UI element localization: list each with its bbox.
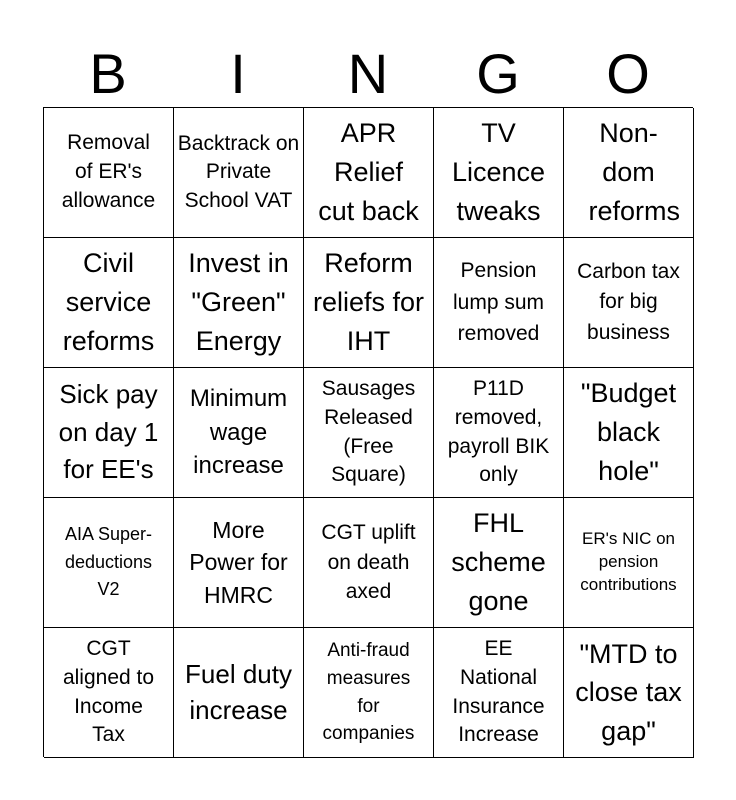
bingo-cell[interactable] bbox=[564, 628, 694, 758]
bingo-cell[interactable] bbox=[434, 238, 564, 368]
bingo-cell[interactable] bbox=[44, 628, 174, 758]
bingo-cell[interactable] bbox=[564, 238, 694, 368]
cell-text: CGT uplift on death axed bbox=[321, 520, 416, 604]
cell-text: CGT aligned to Income Tax bbox=[62, 637, 155, 747]
bingo-cell[interactable] bbox=[304, 368, 434, 498]
bingo-cell[interactable] bbox=[434, 368, 564, 498]
bingo-cell[interactable] bbox=[174, 108, 304, 238]
bingo-cell[interactable] bbox=[44, 368, 174, 498]
bingo-cell[interactable] bbox=[434, 628, 564, 758]
cell-text: Backtrack on Private School VAT bbox=[177, 131, 300, 212]
cell-text: APR Relief cut back bbox=[318, 117, 419, 227]
header-letter-i: I bbox=[230, 42, 246, 105]
bingo-cell[interactable] bbox=[174, 238, 304, 368]
cell-text: Reform reliefs for IHT bbox=[312, 247, 425, 357]
bingo-cell[interactable] bbox=[44, 498, 174, 628]
bingo-cell[interactable] bbox=[564, 368, 694, 498]
bingo-grid bbox=[43, 107, 693, 757]
bingo-cell[interactable] bbox=[174, 368, 304, 498]
bingo-cell[interactable] bbox=[304, 498, 434, 628]
cell-text: AIA Super-deductions V2 bbox=[64, 524, 153, 600]
cell-text: Sick pay on day 1 for EE's bbox=[58, 378, 159, 485]
cell-text: "Budget black hole" bbox=[580, 377, 677, 487]
header-letter-g: G bbox=[476, 42, 520, 105]
cell-text: Invest in "Green" Energy bbox=[188, 247, 289, 357]
bingo-cell[interactable] bbox=[304, 108, 434, 238]
cell-text: EE National Insurance Increase bbox=[452, 637, 545, 747]
bingo-cell[interactable] bbox=[44, 108, 174, 238]
bingo-cell[interactable] bbox=[434, 498, 564, 628]
cell-text: Non-dom reforms bbox=[588, 117, 681, 227]
bingo-header bbox=[43, 40, 693, 108]
cell-text: More Power for HMRC bbox=[189, 517, 288, 608]
cell-text: "MTD to close tax gap" bbox=[575, 639, 682, 746]
cell-text: Sausages Released (Free Square) bbox=[321, 376, 416, 487]
bingo-cell[interactable] bbox=[564, 108, 694, 238]
bingo-cell[interactable] bbox=[304, 628, 434, 758]
cell-text: FHL scheme gone bbox=[451, 507, 546, 617]
cell-text: ER's NIC on pension contributions bbox=[580, 529, 677, 594]
cell-text: Removal of ER's allowance bbox=[61, 131, 156, 212]
cell-text: Anti-fraud measures for companies bbox=[322, 640, 415, 745]
bingo-cell[interactable] bbox=[304, 238, 434, 368]
header-letter-n: N bbox=[347, 42, 389, 105]
header-letter-b: B bbox=[89, 42, 127, 105]
bingo-cell[interactable] bbox=[174, 498, 304, 628]
bingo-cell[interactable] bbox=[174, 628, 304, 758]
bingo-cell[interactable] bbox=[434, 108, 564, 238]
cell-text: P11D removed, payroll BIK only bbox=[447, 377, 550, 487]
cell-text: Fuel duty increase bbox=[185, 659, 292, 725]
cell-text: Minimum wage increase bbox=[189, 385, 288, 480]
cell-text: Carbon tax for big business bbox=[577, 259, 680, 344]
cell-text: Pension lump sum removed bbox=[452, 259, 545, 346]
bingo-cell[interactable] bbox=[564, 498, 694, 628]
cell-text: Civil service reforms bbox=[62, 247, 155, 357]
header-letter-o: O bbox=[606, 42, 650, 105]
cell-text: TV Licence tweaks bbox=[451, 117, 546, 227]
bingo-cell[interactable] bbox=[44, 238, 174, 368]
